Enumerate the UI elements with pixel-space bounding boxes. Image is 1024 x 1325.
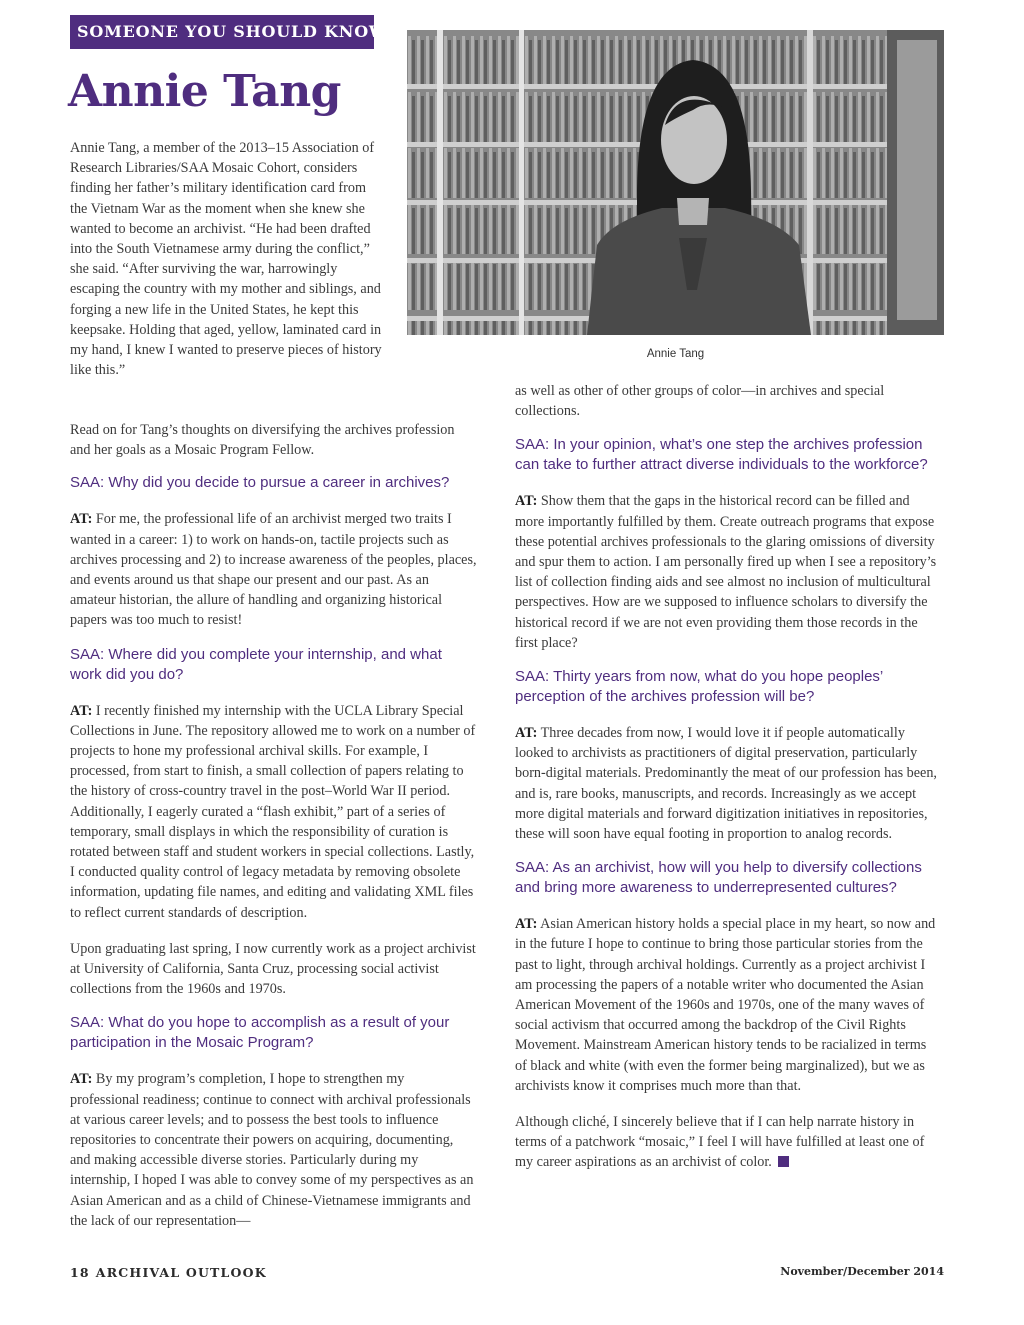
- question-heading: SAA: Where did you complete your internship, and what work did you do?: [70, 645, 442, 683]
- issue-date: November/December 2014: [780, 1265, 944, 1278]
- left-column: [70, 420, 477, 1231]
- answer-label: AT:: [515, 916, 538, 933]
- footer-publication: [70, 1265, 267, 1280]
- answer-label: AT:: [515, 493, 538, 510]
- answer-text: Three decades from now, I would love it if people automatically looked to archivists as practitioners of digital preservation, particularly born-digital materials. Predominantly the meat of our profession has been, and is, rare books, manuscripts, and records. Increasingly as we accept more digital materials and forward digitization initiatives in repositories, these will soon have equal footing in proportion to analog records.: [515, 725, 937, 843]
- question-heading: SAA: Why did you decide to pursue a career in archives?: [70, 474, 450, 492]
- answer-paragraph: [515, 914, 940, 1096]
- answer-label: AT:: [70, 702, 93, 719]
- answer-label: AT:: [70, 1071, 93, 1088]
- question-heading: SAA: As an archivist, how will you help to diversify collections and bring more awareness to underrepresented cultures?: [515, 859, 922, 897]
- intro-paragraph-2: Read on for Tang’s thoughts on diversifying the archives profession and her goals as a Mosaic Program Fellow.: [70, 422, 455, 459]
- answer-paragraph: [70, 1069, 477, 1231]
- answer-paragraph: [70, 701, 477, 923]
- answer-text: By my program’s completion, I hope to strengthen my professional readiness; continue to connect with archival professionals at various career levels; and to possess the best tools to influence repositories to concentrate their powers on acquiring, documenting, and making accessible diverse stories. Particularly during my internship, I hoped I was able to convey some of my perspectives as an Asian American and as a child of Chinese-Vietnamese immigrants and the lack of our representation—: [70, 1071, 474, 1229]
- answer-text: Asian American history holds a special place in my heart, so now and in the future I hope to continue to bring those particular stories from the past to light, through archival holdings. Currently as a project archivist I am processing the papers of a notable writer who documented the Asian American Movement of the 1960s and 1970s, one of the many waves of social activism that occurred among the backdrop of the Civil Rights Movement. Mainstream American history tends to be racialized in terms of black and white (with even the former being marginalized), but we as archivists know it comprises much more than that.: [515, 916, 936, 1094]
- photo-caption: Annie Tang: [646, 348, 705, 360]
- answer-label: AT:: [70, 511, 93, 528]
- page-number: 18: [70, 1265, 90, 1280]
- answer-paragraph-continued: Upon graduating last spring, I now currently work as a project archivist at University of California, Santa Cruz, processing social activist collections from the 1960s and 1970s.: [70, 940, 476, 998]
- question-heading: SAA: What do you hope to accomplish as a result of your participation in the Mosaic Program?: [70, 1014, 450, 1052]
- answer-paragraph: [70, 509, 477, 630]
- end-of-article-icon: [778, 1156, 789, 1167]
- answer-paragraph: [515, 491, 940, 653]
- right-column: [515, 381, 940, 1173]
- question-heading: SAA: In your opinion, what’s one step the archives profession can take to further attract diverse individuals to the workforce?: [515, 436, 928, 474]
- answer-continuation: as well as other of other groups of color—in archives and special collections.: [515, 383, 885, 420]
- intro-column: [70, 138, 382, 380]
- intro-paragraph: Annie Tang, a member of the 2013–15 Association of Research Libraries/SAA Mosaic Cohort, considers finding her father’s military identification card from the Vietnam War as the moment when she knew she wanted to become an archivist. “He had been drafted into the South Vietnamese army during the conflict,” she said. “After surviving the war, harrowingly escaping the country with my mother and siblings, and forging a new life in the United States, he kept this keepsake. Holding that aged, yellow, laminated card in my hand, I knew I wanted to preserve pieces of history like this.”: [70, 140, 382, 379]
- answer-text: I recently finished my internship with the UCLA Library Special Collections in June. The repository allowed me to work on a number of projects to hone my professional archival skills. For example, I processed, from start to finish, a small collection of papers relating to the history of cross-country travel in the post–World War II period. Additionally, I eagerly curated a “flash exhibit,” part of a series of temporary, small displays in which the responsibility of curation is rotated between staff and student workers in special collections. Lastly, I conducted quality control of legacy metadata by removing obsolete information, updating file names, and editing and validating XML files to reflect current standards of description.: [70, 702, 476, 921]
- portrait-photo: [407, 30, 944, 335]
- publication-name: ARCHIVAL OUTLOOK: [95, 1265, 267, 1280]
- question-heading: SAA: Thirty years from now, what do you hope peoples’ perception of the archives profession will be?: [515, 668, 883, 706]
- answer-paragraph: [515, 723, 940, 844]
- answer-paragraph-continued: [515, 1112, 940, 1173]
- section-label: SOMEONE YOU SHOULD KNOW: [70, 15, 374, 49]
- answer-label: AT:: [515, 725, 538, 742]
- answer-text: For me, the professional life of an archivist merged two traits I wanted in a career: 1) to work on hands-on, tactile projects such as archives processing and 2) to increase awareness of the peoples, places, and events around us that shape our present and our past. As an amateur historian, the allure of handling and organizing historical papers was too much to resist!: [70, 511, 477, 629]
- closing-text: Although cliché, I sincerely believe that if I can help narrate history in terms of a patchwork “mosaic,” I feel I will have fulfilled at least one of my career aspirations as an archivist of color.: [515, 1114, 925, 1171]
- answer-text: Show them that the gaps in the historical record can be filled and more importantly fulfilled by them. Create outreach programs that expose these potential archives professionals to the glaring omissions of diversity and spur them to action. I am personally fired up when I see a repository’s list of collection finding aids and see almost no inclusion of multicultural perspectives. How are we supposed to influence scholars to diversify the historical record if we are not even providing them those records in the first place?: [515, 493, 937, 651]
- article-headline: Annie Tang: [68, 66, 341, 117]
